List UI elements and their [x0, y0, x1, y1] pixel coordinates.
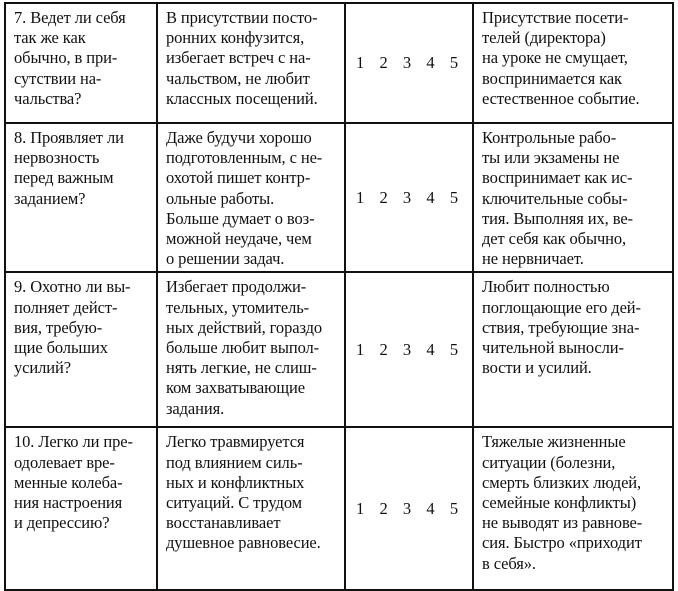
question-cell [5, 123, 157, 272]
scale-value-3: 3 [402, 339, 412, 359]
question-text: 8. Проявляет ли нервозность перед важным заданием? [14, 128, 124, 208]
low-description-text: Избегает продолжи- тельных, утомитель- ных действий, гораздо больше любит выпол- нять легкие, не слиш- ком захватывающие задания. [166, 277, 323, 418]
low-description-cell [157, 272, 345, 427]
question-text: 10. Легко ли пре- одолевает вре- менные колеба- ния настроения и депрессию? [14, 432, 133, 533]
scale-value-4: 4 [426, 498, 435, 518]
rating-scale-cell [345, 427, 473, 590]
scale-value-1: 1 [356, 339, 365, 359]
scale-value-3: 3 [402, 52, 412, 72]
scale-value-1: 1 [356, 52, 365, 72]
rating-scale [346, 188, 472, 208]
high-description-text: Присутствие посети- телей (директора) на уроке не смущает, воспринимается как естественное событие. [482, 8, 640, 108]
table-row [5, 427, 673, 590]
table-row [5, 123, 673, 272]
scale-value-4: 4 [426, 52, 435, 72]
question-cell [5, 272, 157, 427]
high-description-cell [473, 3, 673, 123]
scale-value-4: 4 [426, 339, 435, 359]
low-description-cell [157, 123, 345, 272]
question-cell [5, 427, 157, 590]
scale-value-5: 5 [449, 52, 458, 72]
high-description-text: Контрольные рабо- ты или экзамены не воспринимает как ис- ключительные собы- тия. Выполняя их, ве- дет себя как обычно, не нервничает. [482, 128, 633, 269]
scale-value-1: 1 [356, 187, 365, 207]
scale-value-1: 1 [356, 498, 365, 518]
question-text: 9. Охотно ли вы- полняет дейст- вия, требую- щие больших усилий? [14, 277, 131, 378]
low-description-text: В присутствии посто- ронних конфузится, избегает встреч с на- чальством, не любит классных посещений. [166, 8, 318, 108]
scale-value-5: 5 [449, 339, 458, 359]
high-description-cell [473, 272, 673, 427]
scale-value-2: 2 [379, 339, 388, 359]
low-description-text: Легко травмируется под влиянием силь- ных и конфликтных ситуаций. С трудом восстанавливает душевное равновесие. [166, 432, 321, 553]
scale-value-2: 2 [379, 52, 388, 72]
table-row [5, 3, 673, 123]
low-description-cell [157, 427, 345, 590]
scale-value-5: 5 [449, 498, 458, 518]
scale-value-3: 3 [402, 187, 412, 207]
rating-scale-cell [345, 3, 473, 123]
rating-scale [346, 499, 472, 519]
rating-scale [346, 53, 472, 73]
high-description-text: Любит полностью поглощающие его дей- ствия, требующие зна- чительной выносли- вости и усилий. [482, 277, 641, 378]
scale-value-2: 2 [379, 187, 388, 207]
question-cell [5, 3, 157, 123]
high-description-cell [473, 123, 673, 272]
low-description-cell [157, 3, 345, 123]
scale-value-5: 5 [449, 187, 458, 207]
question-text: 7. Ведет ли себя так же как обычно, в при- сутствии на- чальства? [14, 8, 126, 108]
high-description-text: Тяжелые жизненные ситуации (болезни, смерть близких людей, семейные конфликты) не выводят из равнове- сия. Быстро «приходит в себя». [482, 432, 643, 573]
rating-scale-cell [345, 123, 473, 272]
table-row [5, 272, 673, 427]
high-description-cell [473, 427, 673, 590]
scale-value-4: 4 [426, 187, 435, 207]
rating-scale-cell [345, 272, 473, 427]
scale-value-2: 2 [379, 498, 388, 518]
questionnaire-table [4, 2, 674, 591]
low-description-text: Даже будучи хорошо подготовленным, с не- охотой пишет контр- ольные работы. Больше думает о воз- можной неудаче, чем о решении задач. [166, 128, 323, 269]
scale-value-3: 3 [402, 498, 412, 518]
rating-scale [346, 340, 472, 360]
